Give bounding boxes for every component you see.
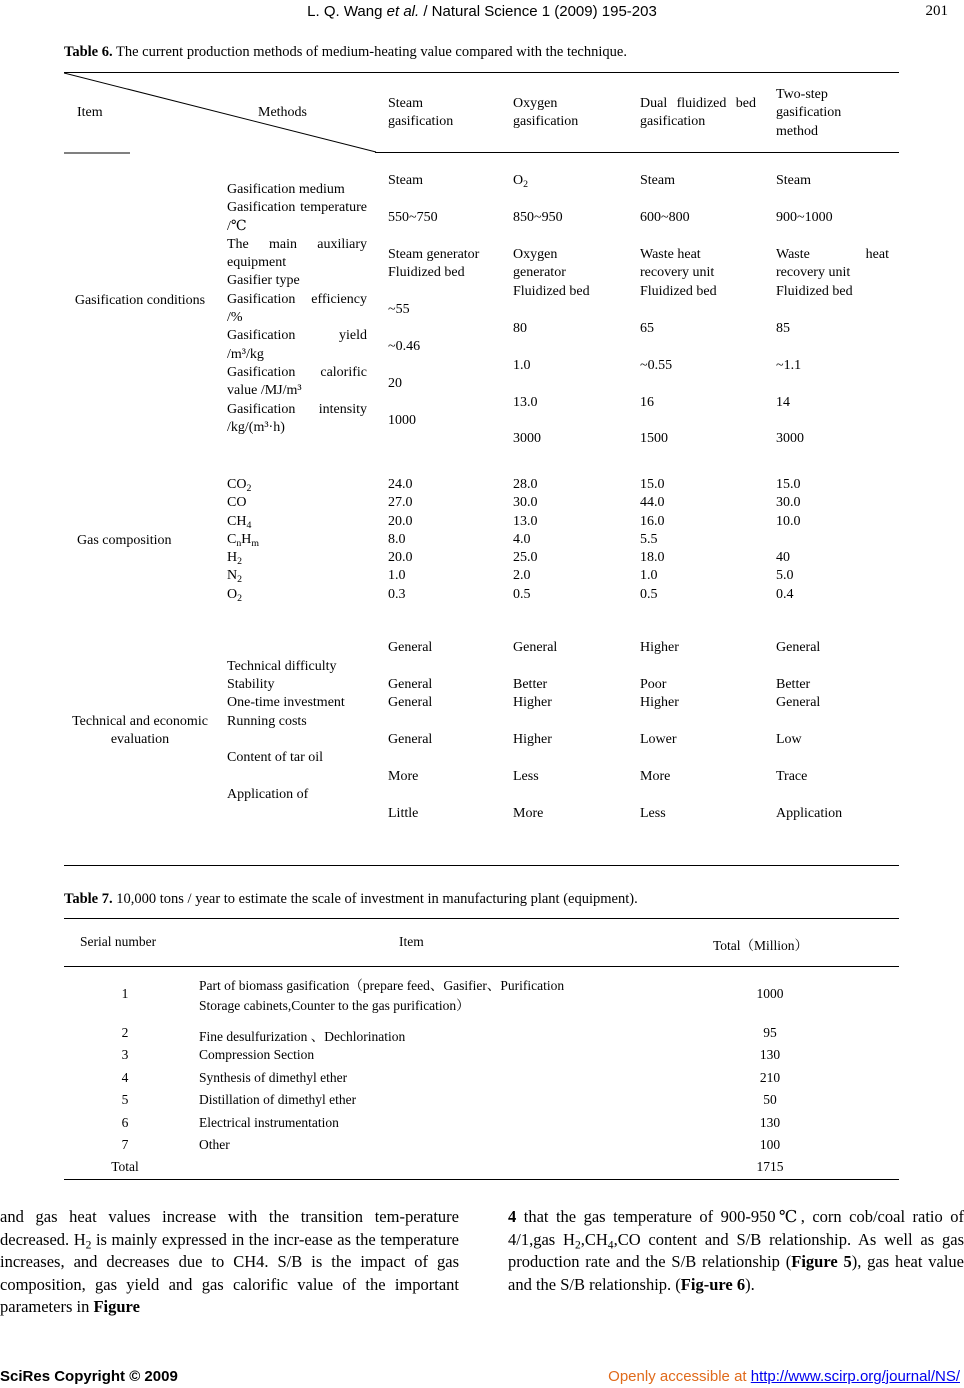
group-gas-composition: Gas composition [77, 533, 172, 548]
dual-yield: ~0.55 [640, 358, 673, 373]
steam-gasifier-type: Fluidized bed [388, 265, 465, 280]
twostep-efficiency: 85 [776, 321, 790, 336]
component-cnhm-h: H [241, 531, 252, 547]
header-journal: / Natural Science 1 (2009) 195-203 [419, 3, 657, 20]
method-twostep: Two-step gasification method [776, 87, 842, 139]
dual-intensity: 1500 [640, 431, 668, 446]
gas-dual-value: 44.0 [640, 495, 665, 511]
econ-dual-application: Less [640, 806, 666, 821]
method-oxygen: Oxygen gasification [513, 96, 579, 130]
component-co2 [227, 476, 259, 494]
group-technical-economic: Technical and economic evaluation [72, 714, 208, 748]
method-steam: Steam gasification [388, 96, 454, 130]
oxygen-calorific: 13.0 [513, 395, 538, 410]
table7-row-item: Electrical instrumentation [199, 1115, 339, 1130]
econ-oxygen-stability: Better [513, 677, 548, 692]
component-h2 [227, 549, 259, 567]
table7-row-item: Synthesis of dimethyl ether [199, 1070, 348, 1085]
gas-dual-value: 1.0 [640, 568, 658, 584]
header-authors: L. Q. Wang [307, 3, 387, 20]
gas-twostep-value: 0.4 [776, 586, 794, 602]
table7-row-total: 130 [759, 1115, 781, 1130]
table7-row-no: 4 [121, 1070, 129, 1085]
table7-caption [64, 891, 638, 908]
econ-param-technical-difficulty: Technical difficulty [227, 659, 337, 674]
oxygen-medium [513, 172, 528, 190]
table7-row-no: 3 [121, 1047, 129, 1062]
econ-twostep-application: Application [776, 806, 843, 821]
table7-total-label: Total [111, 1159, 139, 1174]
table7-row-no: 1 [121, 986, 129, 1001]
body-paragraph-left [0, 1206, 459, 1319]
component-co2-sub: 2 [246, 482, 252, 494]
twostep-gasifier-type: Fluidized bed [776, 284, 853, 299]
oxygen-temperature: 850~950 [513, 210, 563, 225]
component-h2-sub: 2 [237, 556, 243, 568]
table6-caption-label: Table 6. [64, 44, 113, 60]
body-right-text: ,CO content and S/B relationship. As well as gas production rate and the S/B relationship ( [508, 1229, 964, 1271]
component-n2-sub: 2 [237, 574, 243, 586]
table7-row-item [199, 976, 564, 1016]
table7-row-no: 6 [121, 1115, 129, 1130]
figure-reference: Figure [93, 1297, 140, 1316]
dual-gasifier-type: Fluidized bed [640, 284, 717, 299]
param-auxiliary-equipment: The main auxiliary equipment [227, 236, 367, 271]
gasification-param-list [227, 181, 367, 437]
param-gasification-efficiency: Gasification efficiency /% [227, 291, 367, 326]
gas-steam-value: 20.0 [388, 550, 413, 566]
dual-temperature: 600~800 [640, 210, 690, 225]
econ-twostep-running: Low [776, 732, 802, 747]
footer-access [608, 1368, 960, 1385]
gas-twostep-value: 40 [776, 550, 790, 566]
table6-corner-methods: Methods [258, 105, 307, 120]
dual-calorific: 16 [640, 395, 654, 410]
twostep-medium: Steam [776, 173, 811, 188]
body-right-text: that the gas temperature of 900-950℃, corn cob/coal ratio of 4/1,gas H [508, 1207, 964, 1249]
body-left-text: is mainly expressed in the incr-ease as the temperature increases, and decreases due to CH4. S/B is the impact of gas composition, gas yield and gas calorific value of the important parameters in [0, 1229, 460, 1316]
econ-steam-difficulty: General [388, 640, 433, 655]
component-co2-base: CO [227, 477, 247, 492]
table7-row-total: 50 [763, 1092, 777, 1107]
component-o2 [227, 586, 259, 604]
param-gasification-temperature: Gasification temperature /℃ [227, 200, 367, 234]
gas-twostep-value: 15.0 [776, 477, 801, 492]
gas-dual-value: 18.0 [640, 550, 665, 566]
body-right-text: ), gas heat value and the S/B relationship. ( [508, 1252, 964, 1294]
component-co-base: CO [227, 495, 247, 511]
table7-row-no: 7 [121, 1137, 129, 1152]
gas-steam-value: 0.3 [388, 586, 406, 602]
gas-steam-value: 24.0 [388, 477, 413, 492]
econ-steam-tar: More [388, 769, 419, 784]
table7-row-item-line1: Part of biomass gasification（prepare feed、Gasifier、Purification [199, 978, 565, 993]
table7-caption-label: Table 7. [64, 891, 113, 907]
gas-dual-values [640, 476, 665, 604]
table7-row-total: 1000 [756, 986, 784, 1001]
param-gasification-intensity: Gasification intensity /kg/(m³·h) [227, 401, 367, 435]
footer-access-text: Openly accessible at [608, 1368, 751, 1385]
econ-oxygen-running: Higher [513, 732, 552, 747]
footer-journal-link[interactable]: http://www.scirp.org/journal/NS/ [750, 1368, 960, 1385]
econ-steam-application: Little [388, 806, 419, 821]
page-number: 201 [925, 3, 948, 19]
econ-oxygen-application: More [513, 806, 544, 821]
figure-reference: Fig-ure 6 [680, 1274, 746, 1294]
component-ch4 [227, 513, 259, 531]
table7-row-total: 130 [759, 1047, 781, 1062]
steam-equipment: Steam generator [388, 247, 480, 262]
method-dual: Dual fluidized bed gasification [640, 96, 756, 130]
gas-twostep-value: 30.0 [776, 495, 801, 511]
table6-corner-item: Item [77, 105, 103, 120]
oxygen-gasifier-type: Fluidized bed [513, 284, 590, 299]
gas-oxygen-value: 28.0 [513, 477, 538, 492]
econ-twostep-stability: Better [776, 677, 811, 692]
oxygen-intensity: 3000 [513, 431, 541, 446]
twostep-equipment: Waste heat recovery unit [776, 247, 889, 281]
component-h2-base: H [227, 550, 238, 566]
econ-steam-stability: General [388, 677, 433, 692]
econ-param-application: Application of [227, 787, 309, 802]
component-cnhm-c: C [227, 531, 237, 547]
gas-oxygen-values [513, 476, 538, 604]
component-n2-base: N [227, 568, 238, 584]
gas-oxygen-value: 4.0 [513, 531, 531, 547]
econ-param-stability: Stability [227, 677, 275, 692]
oxygen-efficiency: 80 [513, 321, 527, 336]
table7-row-no: 2 [121, 1025, 129, 1040]
econ-twostep-tar: Trace [776, 769, 808, 784]
param-gasification-medium: Gasification medium [227, 182, 345, 197]
steam-intensity: 1000 [388, 413, 416, 428]
body-right-sub: 2 [574, 1238, 581, 1251]
twostep-yield: ~1.1 [776, 358, 802, 373]
gas-component-list [227, 476, 259, 604]
table7-bottom-rule [64, 1179, 899, 1180]
econ-oxygen-tar: Less [513, 769, 539, 784]
table6-header-rule [375, 152, 899, 153]
table7-total-value: 1715 [756, 1159, 784, 1174]
dual-equipment: Waste heat recovery unit [640, 247, 715, 281]
footer-copyright: SciRes Copyright © 2009 [0, 1368, 178, 1385]
param-calorific-value: Gasification calorific value /MJ/m³ [227, 364, 367, 399]
gas-dual-value: 0.5 [640, 586, 658, 602]
steam-medium: Steam [388, 173, 423, 188]
oxygen-medium-base: O [513, 173, 524, 188]
gas-steam-value: 1.0 [388, 568, 406, 584]
twostep-intensity: 3000 [776, 431, 804, 446]
table7-header-serial: Serial number [80, 934, 157, 949]
oxygen-yield: 1.0 [513, 358, 531, 373]
table6-bottom-rule [64, 865, 899, 866]
table7-row-item: Fine desulfurization 、Dechlorination [199, 1029, 406, 1044]
body-left-text: and gas heat values increase with the transition tem-perature decreased. H [0, 1207, 459, 1249]
econ-dual-stability: Poor [640, 677, 667, 692]
component-ch4-sub: 4 [246, 519, 252, 531]
oxygen-equipment: Oxygen generator [513, 247, 566, 281]
component-n2 [227, 567, 259, 585]
table7-row-item: Distillation of dimethyl ether [199, 1092, 357, 1107]
param-gasification-yield: Gasification yield /m³/kg [227, 328, 367, 362]
header-etal: et al. [386, 3, 420, 20]
gas-dual-value: 5.5 [640, 531, 658, 547]
econ-param-tar-oil: Content of tar oil [227, 750, 324, 765]
econ-oxygen-investment: Higher [513, 695, 552, 710]
table7-header-item: Item [399, 934, 424, 949]
gas-twostep-value-empty [776, 531, 801, 549]
gas-dual-value: 15.0 [640, 477, 665, 492]
gas-oxygen-value: 2.0 [513, 568, 531, 584]
component-cnhm [227, 531, 259, 549]
gas-steam-value: 8.0 [388, 531, 406, 547]
component-ch4-base: CH [227, 513, 247, 529]
oxygen-medium-sub: 2 [523, 178, 529, 190]
econ-oxygen-difficulty: General [513, 640, 558, 655]
table6-diagonal [64, 72, 377, 154]
econ-steam-investment: General [388, 695, 433, 710]
steam-efficiency: ~55 [388, 302, 410, 317]
econ-param-running-costs: Running costs [227, 714, 307, 729]
econ-steam-running: General [388, 732, 433, 747]
steam-temperature: 550~750 [388, 210, 438, 225]
gas-twostep-values [776, 476, 801, 604]
table7-row-item-line2: Storage cabinets,Counter to the gas purification） [199, 998, 470, 1013]
gas-dual-value: 16.0 [640, 513, 665, 529]
component-cnhm-n: n [236, 537, 242, 549]
table7-row-total: 100 [759, 1137, 781, 1152]
gas-oxygen-value: 13.0 [513, 513, 538, 529]
econ-param-investment: One-time investment [227, 695, 345, 710]
table7-row-item: Other [199, 1137, 230, 1152]
econ-twostep-investment: General [776, 695, 821, 710]
econ-dual-difficulty: Higher [640, 640, 679, 655]
component-cnhm-m: m [251, 537, 259, 549]
component-o2-sub: 2 [237, 592, 243, 604]
gas-oxygen-value: 30.0 [513, 495, 538, 511]
table7-row-no: 5 [121, 1092, 129, 1107]
running-header [0, 3, 964, 20]
gas-twostep-value: 5.0 [776, 568, 794, 584]
twostep-temperature: 900~1000 [776, 210, 833, 225]
steam-yield: ~0.46 [388, 339, 421, 354]
table6-caption [64, 44, 627, 61]
body-right-text: ,CH [580, 1229, 608, 1249]
table7-row-total: 95 [763, 1025, 777, 1040]
gas-oxygen-value: 0.5 [513, 586, 531, 602]
table7-row-total: 210 [759, 1070, 781, 1085]
steam-calorific: 20 [388, 376, 402, 391]
body-right-sub: 4 [607, 1238, 614, 1251]
component-o2-base: O [227, 586, 238, 602]
group-gasification-conditions: Gasification conditions [74, 293, 206, 308]
body-left-sub: 2 [85, 1238, 92, 1251]
table7-header-total: Total（Million） [713, 938, 809, 953]
table7-top-rule [64, 918, 899, 919]
param-gasifier-type: Gasifier type [227, 273, 300, 289]
figure-reference: Figure 5 [791, 1252, 852, 1271]
econ-dual-running: Lower [640, 732, 677, 747]
dual-medium: Steam [640, 173, 675, 188]
table7-row-item: Compression Section [199, 1047, 315, 1062]
dual-efficiency: 65 [640, 321, 654, 336]
econ-dual-tar: More [640, 769, 671, 784]
twostep-calorific: 14 [776, 395, 790, 410]
figure-reference: 4 [508, 1207, 517, 1226]
table7-header-rule [64, 966, 899, 967]
table7-caption-text: 10,000 tons / year to estimate the scale of investment in manufacturing plant (equipment). [112, 891, 638, 907]
component-co [227, 494, 259, 512]
econ-twostep-difficulty: General [776, 640, 821, 655]
econ-dual-investment: Higher [640, 695, 679, 710]
gas-oxygen-value: 25.0 [513, 550, 538, 566]
body-right-text: ). [745, 1274, 755, 1294]
gas-steam-values [388, 476, 413, 604]
gas-steam-value: 20.0 [388, 513, 413, 529]
table6-caption-text: The current production methods of medium-heating value compared with the technique. [112, 44, 627, 60]
gas-steam-value: 27.0 [388, 495, 413, 511]
body-paragraph-right [508, 1206, 964, 1296]
gas-twostep-value: 10.0 [776, 513, 801, 529]
